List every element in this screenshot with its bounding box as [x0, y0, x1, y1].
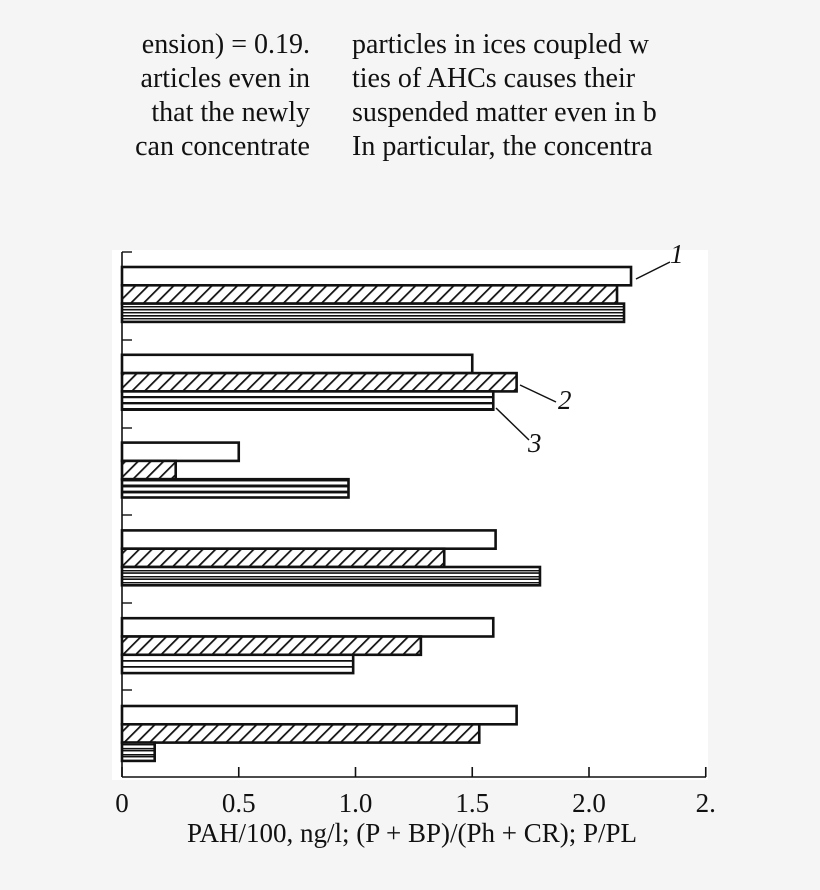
- text-line: suspended matter even in b: [352, 97, 657, 128]
- bar-series-3-group-4: [122, 567, 540, 585]
- bar-series-3-group-5: [122, 655, 353, 673]
- text-line: ension) = 0.19.: [141, 29, 310, 60]
- bar-series-3-group-6: [122, 743, 155, 761]
- text-line: In particular, the concentra: [352, 131, 653, 162]
- bar-series-1-group-3: [122, 443, 239, 461]
- text-line: particles in ices coupled w: [352, 29, 650, 60]
- x-tick-label: 0.5: [221, 788, 256, 818]
- bar-series-3-group-3: [122, 479, 348, 497]
- bar-series-2-group-4: [122, 549, 444, 567]
- bar-series-1-group-1: [122, 267, 631, 285]
- bar-series-1-group-6: [122, 706, 517, 724]
- series-label-1: 1: [670, 239, 684, 269]
- leader-line: [636, 262, 670, 279]
- bar-series-2-group-2: [122, 373, 517, 391]
- bar-series-2-group-6: [122, 724, 479, 742]
- series-label-2: 2: [558, 385, 572, 415]
- bars-layer: [122, 267, 631, 761]
- text-line: that the newly: [151, 97, 310, 128]
- x-tick-label: 2.: [695, 788, 716, 818]
- bar-series-3-group-2: [122, 391, 493, 409]
- bar-series-1-group-5: [122, 618, 493, 636]
- bar-series-2-group-5: [122, 637, 421, 655]
- x-tick-label: 1.0: [338, 788, 373, 818]
- x-tick-label: 1.5: [455, 788, 490, 818]
- bar-series-3-group-1: [122, 304, 624, 322]
- text-line: ties of AHCs causes their: [352, 63, 636, 94]
- bar-series-2-group-1: [122, 285, 617, 303]
- text-line: can concentrate: [135, 131, 310, 162]
- x-axis-label-text: PAH/100, ng/l; (P + BP)/(Ph + CR); P/PL: [186, 818, 638, 848]
- bar-series-2-group-3: [122, 461, 176, 479]
- bar-series-1-group-4: [122, 530, 496, 548]
- leader-line: [496, 408, 529, 440]
- x-tick-label: 0: [115, 788, 129, 818]
- x-axis-label: [0, 818, 820, 849]
- axes: [122, 252, 706, 777]
- bar-series-1-group-2: [122, 355, 472, 373]
- leader-line: [520, 385, 556, 402]
- text-line: articles even in: [140, 63, 310, 94]
- x-tick-label: 2.0: [572, 788, 606, 818]
- series-label-3: 3: [528, 428, 542, 458]
